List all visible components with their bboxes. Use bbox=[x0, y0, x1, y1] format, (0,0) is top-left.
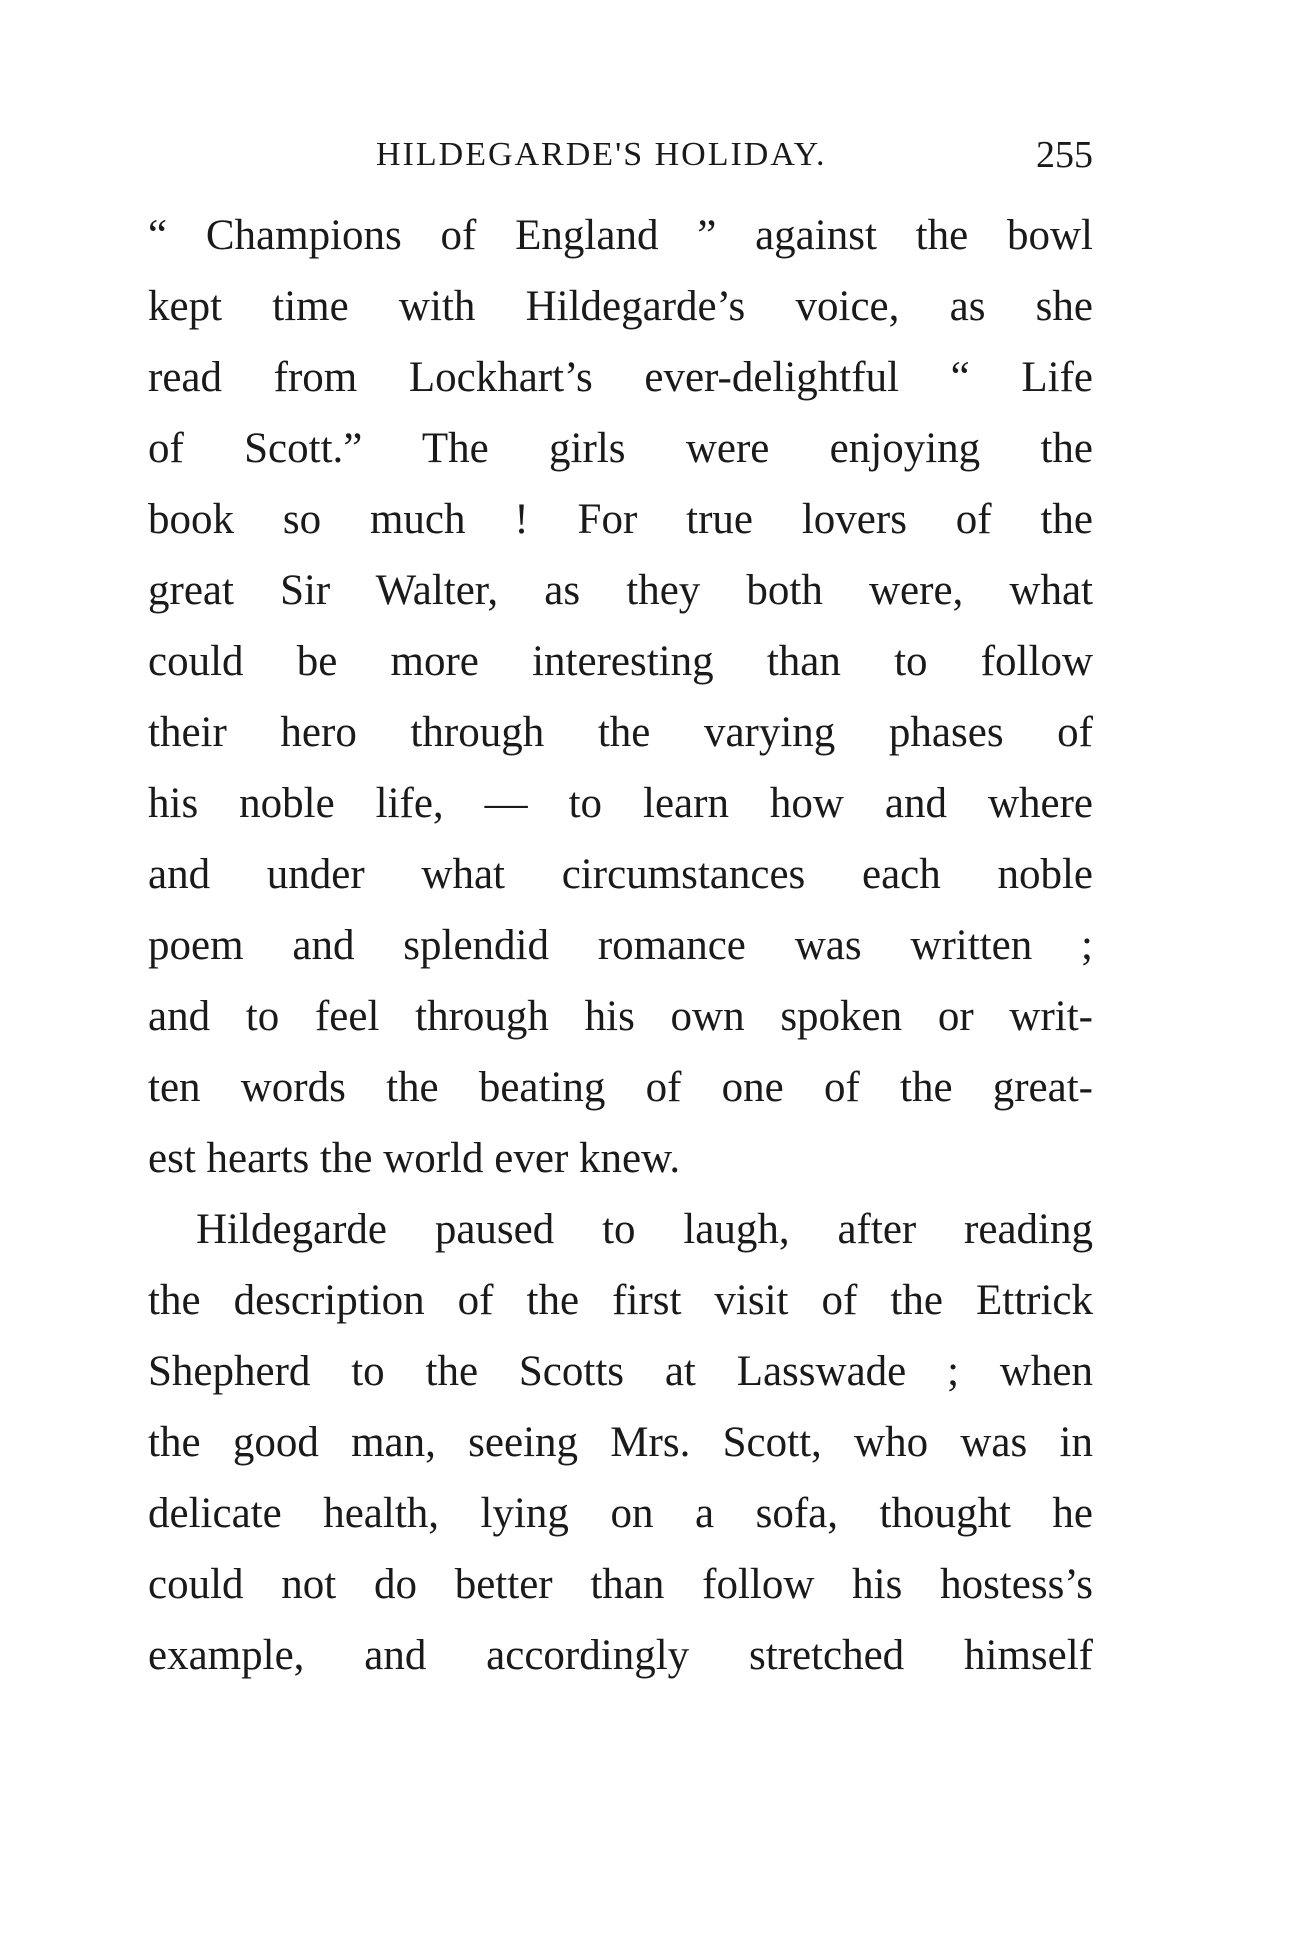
text-line: read from Lockhart’s ever-delightful “ Life bbox=[148, 354, 1093, 401]
text-line: “ Champions of England ” against the bowl bbox=[148, 212, 1093, 259]
text-line: great Sir Walter, as they both were, what bbox=[148, 567, 1093, 614]
body-text bbox=[148, 200, 1093, 1691]
running-title: HILDEGARDE'S HOLIDAY. bbox=[376, 136, 827, 173]
running-head bbox=[148, 130, 1093, 180]
paragraph-1 bbox=[148, 200, 1093, 1194]
text-line: the good man, seeing Mrs. Scott, who was in bbox=[148, 1419, 1093, 1466]
text-line: his noble life, — to learn how and where bbox=[148, 780, 1093, 827]
text-line: Hildegarde paused to laugh, after reading bbox=[196, 1206, 1093, 1253]
text-line: the description of the first visit of the Ettrick bbox=[148, 1277, 1093, 1324]
text-line: delicate health, lying on a sofa, thought he bbox=[148, 1490, 1093, 1537]
page-number: 255 bbox=[1036, 134, 1093, 176]
text-line: est hearts the world ever knew. bbox=[148, 1135, 681, 1182]
text-line: their hero through the varying phases of bbox=[148, 709, 1093, 756]
text-line: could be more interesting than to follow bbox=[148, 638, 1093, 685]
text-line: ten words the beating of one of the great- bbox=[148, 1064, 1093, 1111]
text-line: poem and splendid romance was written ; bbox=[148, 922, 1093, 969]
text-line: kept time with Hildegarde’s voice, as she bbox=[148, 283, 1093, 330]
text-line: Shepherd to the Scotts at Lasswade ; when bbox=[148, 1348, 1093, 1395]
paragraph-2 bbox=[148, 1194, 1093, 1691]
text-line: example, and accordingly stretched himself bbox=[148, 1632, 1093, 1679]
text-line: and under what circumstances each noble bbox=[148, 851, 1093, 898]
text-line: book so much ! For true lovers of the bbox=[148, 496, 1093, 543]
text-line: and to feel through his own spoken or writ- bbox=[148, 993, 1093, 1040]
text-line: of Scott.” The girls were enjoying the bbox=[148, 425, 1093, 472]
text-line: could not do better than follow his hostess’s bbox=[148, 1561, 1093, 1608]
